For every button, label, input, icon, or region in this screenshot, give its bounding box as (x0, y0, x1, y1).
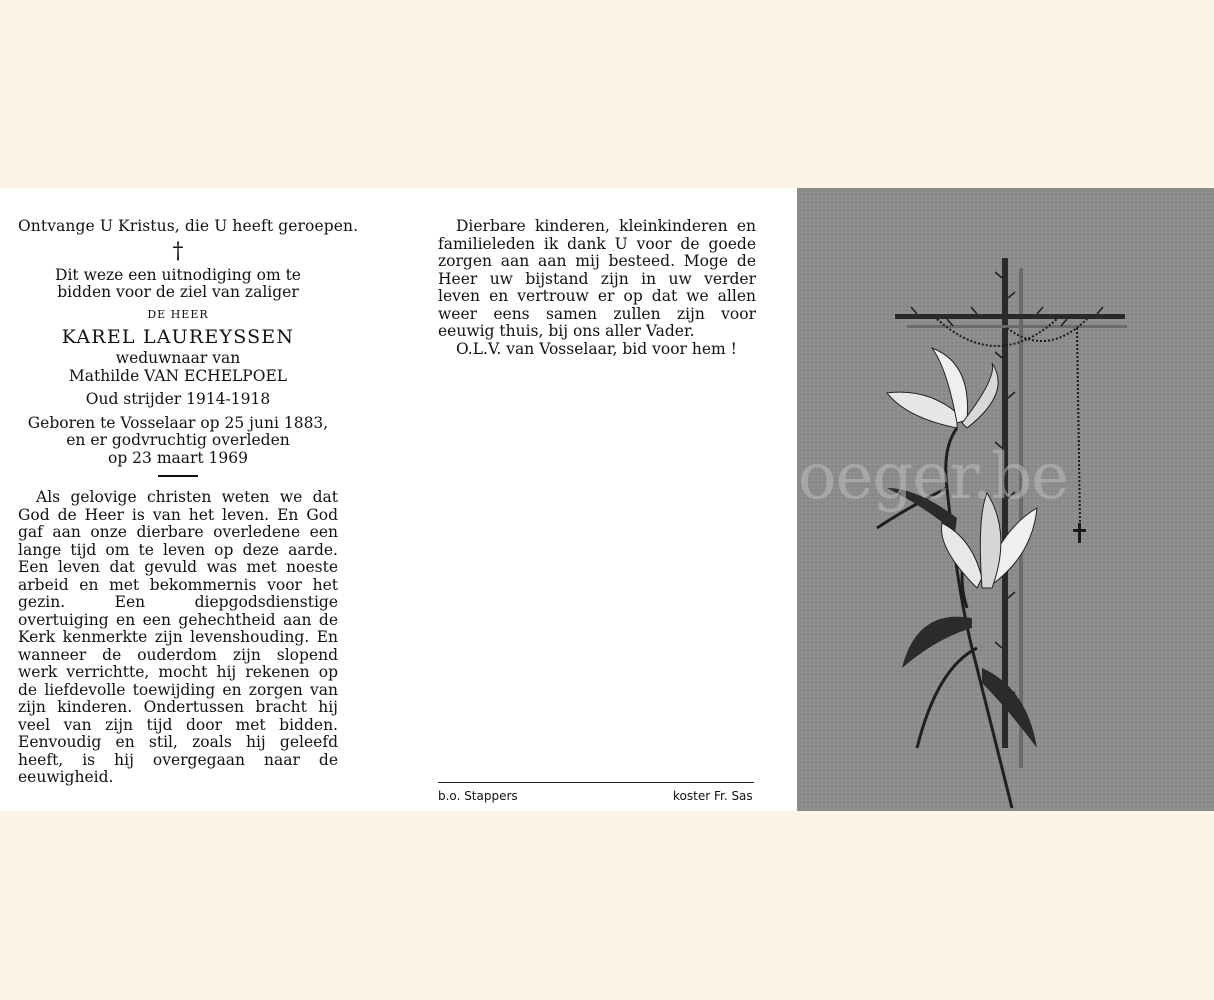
watermark: oeger.be (798, 440, 1068, 514)
date-died-line: op 23 maart 1969 (107, 448, 249, 467)
sexton-credit: koster Fr. Sas (673, 789, 753, 803)
veteran-line: Oud strijder 1914-1918 (85, 390, 271, 408)
divider (158, 475, 198, 477)
printer-credit: b.o. Stappers (438, 789, 518, 803)
middle-column (438, 218, 756, 358)
spouse-name: Mathilde VAN ECHELPOEL (68, 366, 288, 385)
left-column (18, 217, 359, 787)
born-line: Geboren te Vosselaar op 25 juni 1883, (27, 413, 329, 432)
signature-rule (438, 782, 754, 783)
invitation-line-2: bidden voor de ziel van zaliger (57, 283, 299, 301)
widower-label: weduwnaar van (115, 349, 241, 367)
invitation-line-1: Dit weze een uitnodiging om te (55, 265, 301, 284)
died-line: en er godvruchtig overleden (66, 431, 290, 449)
life-text: Als gelovige christen weten we dat God de Heer is van het leven. En God gaf aan onze dierbare overledene een lange tijd om te leven op deze aarde. Een leven dat gevuld was met noeste arbeid en met bekommernis voor het gezin. Een diepgodsdienstige overtuiging en een gehechtheid aan de Kerk kenmerkte zijn levenshouding. En wanneer de ouderdom zijn slopend werk verrichtte, mocht hij rekenen op de liefdevolle toewijding en zorgen van zijn kinderen. Ondertussen bracht hij veel van zijn tijd door met bidden. Eenvoudig en stil, zoals hij geleefd heeft, is hij overgegaan naar de eeuwigheid. (18, 488, 338, 786)
thanks-text: Dierbare kinderen, kleinkinderen en familieleden ik dank U voor de goede zorgen aan aan mij besteed. Moge de Heer uw bijstand zijn in uw verder leven en vertrouw er op dat we allen weer eens samen zullen zijn voor eeuwig thuis, bij ons aller Vader. (438, 217, 756, 340)
title-heer: DE HEER (147, 307, 209, 321)
deceased-name: KAREL LAUREYSSEN (61, 326, 295, 348)
cross-icon: † (172, 238, 184, 264)
prayer-line: O.L.V. van Vosselaar, bid voor hem ! (456, 339, 737, 358)
opening-line: Ontvange U Kristus, die U heeft geroepen. (18, 217, 359, 235)
